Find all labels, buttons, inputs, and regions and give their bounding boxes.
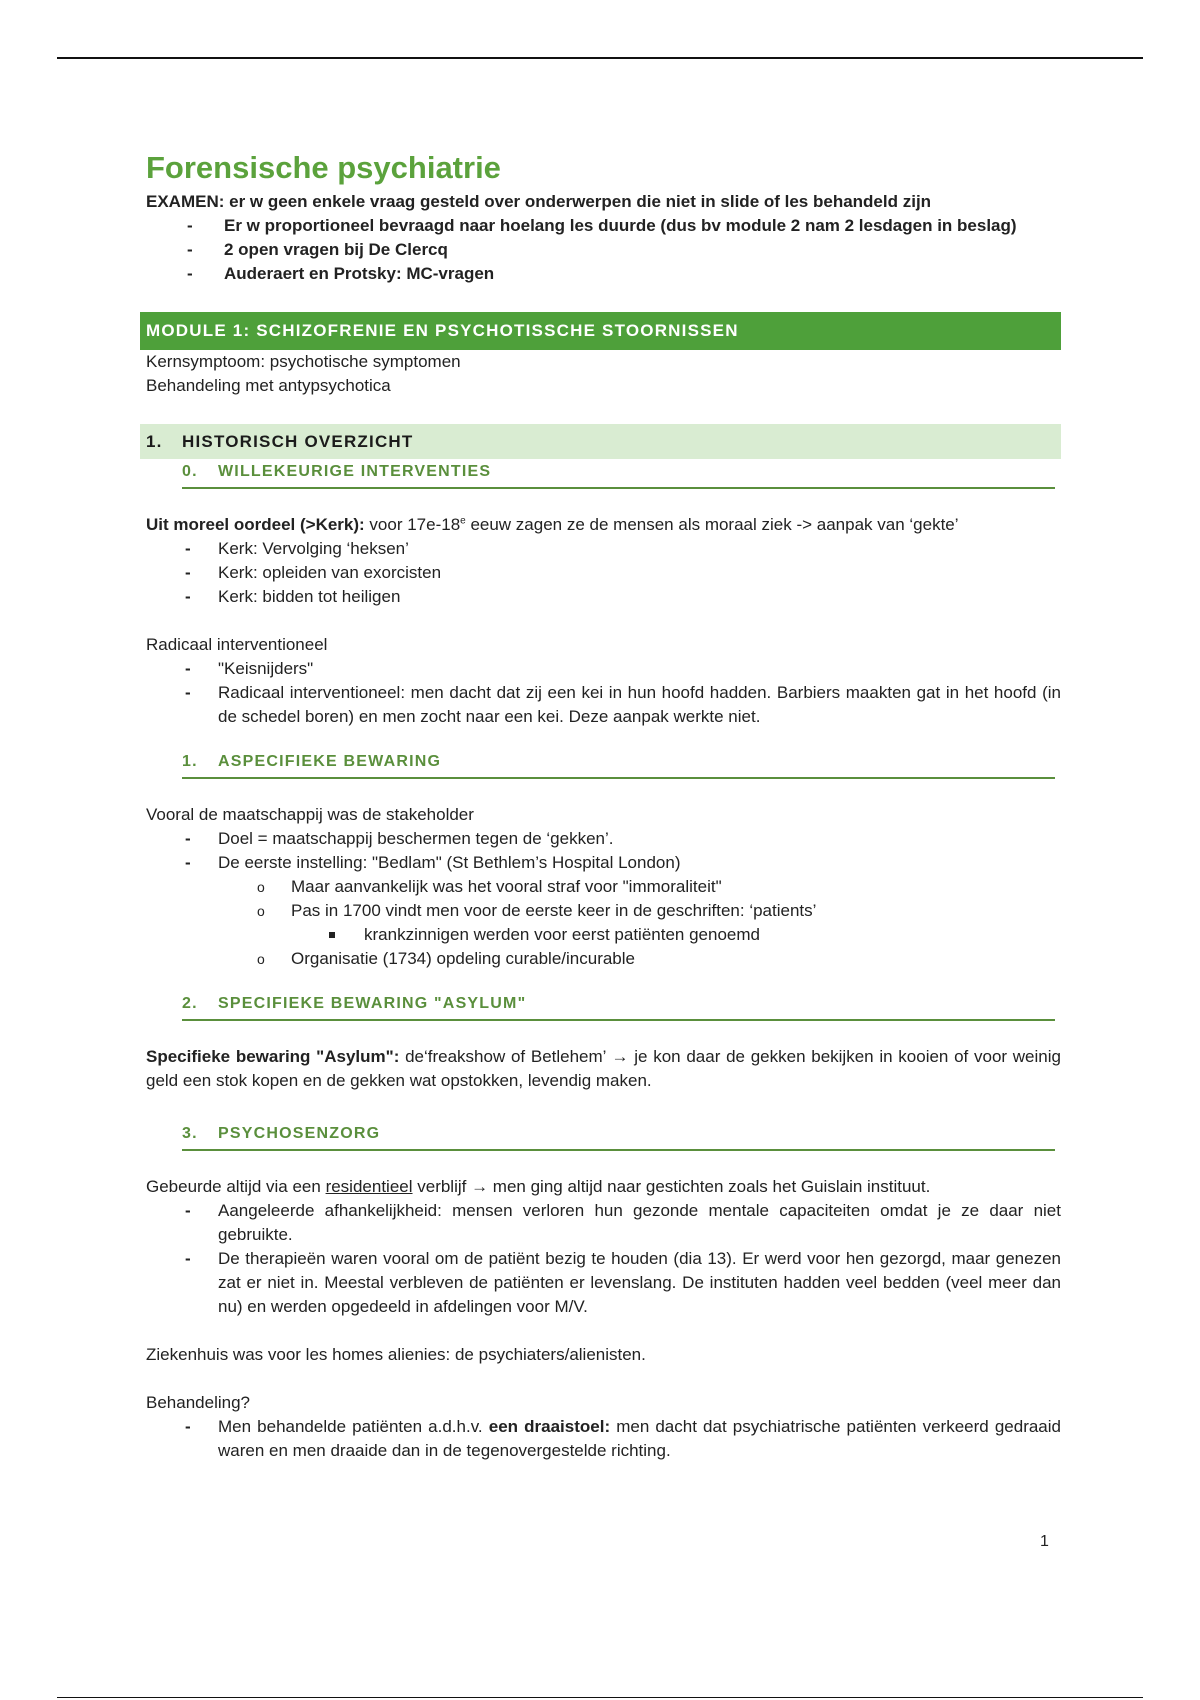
list-item: o Maar aanvankelijk was het vooral straf voor "immoraliteit" (291, 875, 1061, 899)
list-item: - Auderaert en Protsky: MC-vragen (224, 262, 1061, 286)
section-number: 1. (146, 432, 163, 451)
subsection-title: PSYCHOSENZORG (218, 1125, 381, 1142)
list-item (218, 851, 1061, 971)
list-item: krankzinnigen werden voor eerst patiënten genoemd (364, 923, 1061, 947)
module-heading: MODULE 1: SCHIZOFRENIE EN PSYCHOTISSCHE STOORNISSEN (140, 312, 1061, 350)
exam-note (146, 190, 1061, 214)
sub-sub-list (291, 923, 1061, 947)
list-item: - Radicaal interventioneel: men dacht dat zij een kei in hun hoofd hadden. Barbiers maakten gat in het hoofd (in de schedel boren) en men zocht naar een kei. Deze aanpak werkte niet. (218, 681, 1061, 729)
list-item: - "Keisnijders" (218, 657, 1061, 681)
subsection-number: 0. (182, 463, 198, 480)
bold-label: Specifieke bewaring "Asylum": (146, 1047, 400, 1066)
list-item-text: Pas in 1700 vindt men voor de eerste keer in de geschriften: ‘patients’ (291, 901, 817, 920)
sub-list (218, 875, 1061, 971)
section-title: HISTORISCH OVERZICHT (182, 432, 414, 451)
text: eeuw zagen ze de mensen als moraal ziek -> aanpak van ‘gekte’ (465, 515, 959, 534)
paragraph (146, 1045, 1061, 1093)
list-item: - Kerk: Vervolging ‘heksen’ (218, 537, 1061, 561)
header-rule (57, 57, 1143, 59)
subsection-number: 3. (182, 1125, 198, 1142)
bold-label: Uit moreel oordeel (>Kerk): (146, 515, 365, 534)
document-body (146, 148, 1061, 1463)
list-item (218, 1415, 1061, 1463)
subsection-number: 2. (182, 995, 198, 1012)
footer-rule (57, 1697, 1143, 1698)
list-item (291, 899, 1061, 947)
page-number: 1 (1040, 1533, 1049, 1550)
paragraph: Vooral de maatschappij was de stakeholder (146, 805, 474, 824)
subsection-heading (182, 749, 1055, 779)
section-heading (140, 424, 1061, 459)
subsection-heading (182, 459, 1055, 489)
exam-text: er w geen enkele vraag gesteld over onderwerpen die niet in slide of les behandeld zijn (224, 192, 932, 211)
text: de‘freakshow of Betlehem’ → je kon daar de gekken bekijken in kooien of voor weinig geld een stok kopen en de gekken wat opstokken, levendig maken. (146, 1047, 1061, 1090)
exam-list (146, 214, 1061, 286)
superscript: e (460, 515, 466, 527)
subsection-number: 1. (182, 753, 198, 770)
list-item-text: De eerste instelling: "Bedlam" (St Bethlem’s Hospital London) (218, 853, 681, 872)
module-line: Kernsymptoom: psychotische symptomen (146, 352, 461, 371)
text: Men behandelde patiënten a.d.h.v. (218, 1417, 489, 1436)
underlined-text: residentieel (325, 1177, 413, 1196)
bold-text: een draaistoel: (488, 1417, 611, 1436)
list-item: - De therapieën waren vooral om de patiënt bezig te houden (dia 13). Er werd voor hen gezorgd, maar genezen zat er niet in. Meestal verbleven de patiënten er levenslang. De instituten hadden veel bedden (veel meer dan nu) en werden opgedeeld in afdelingen voor M/V. (218, 1247, 1061, 1319)
paragraph: Ziekenhuis was voor les homes alienies: de psychiaters/alienisten. (146, 1345, 646, 1364)
subsection-title: WILLEKEURIGE INTERVENTIES (218, 463, 492, 480)
text: Gebeurde altijd via een (146, 1177, 326, 1196)
document-title: Forensische psychiatrie (146, 150, 501, 185)
bullet-list (146, 657, 1061, 729)
subsection-title: SPECIFIEKE BEWARING "ASYLUM" (218, 995, 527, 1012)
text: verblijf → men ging altijd naar gestichten zoals het Guislain instituut. (412, 1177, 931, 1196)
subsection-heading (182, 991, 1055, 1021)
list-item: o Organisatie (1734) opdeling curable/incurable (291, 947, 1061, 971)
bullet-list (146, 537, 1061, 609)
list-item: - Aangeleerde afhankelijkheid: mensen verloren hun gezonde mentale capaciteiten omdat je ze daar niet gebruikte. (218, 1199, 1061, 1247)
paragraph (146, 1175, 1061, 1199)
bullet-list (146, 1199, 1061, 1319)
bullet-list (146, 827, 1061, 971)
list-item: - Er w proportioneel bevraagd naar hoelang les duurde (dus bv module 2 nam 2 lesdagen in beslag) (224, 214, 1061, 238)
text: voor 17e-18 (364, 515, 461, 534)
text: men dacht dat psychiatrische patiënten verkeerd gedraaid waren en men draaide dan in de tegenovergestelde richting. (218, 1417, 1061, 1460)
bullet-list (146, 1415, 1061, 1463)
paragraph-label: Radicaal interventioneel (146, 635, 328, 654)
paragraph (146, 513, 1061, 537)
paragraph-label: Behandeling? (146, 1393, 250, 1412)
list-item: - Doel = maatschappij beschermen tegen de ‘gekken’. (218, 827, 1061, 851)
list-item: - 2 open vragen bij De Clercq (224, 238, 1061, 262)
subsection-title: ASPECIFIEKE BEWARING (218, 753, 442, 770)
list-item: - Kerk: bidden tot heiligen (218, 585, 1061, 609)
module-line: Behandeling met antypsychotica (146, 376, 391, 395)
subsection-heading (182, 1121, 1055, 1151)
list-item: - Kerk: opleiden van exorcisten (218, 561, 1061, 585)
exam-label: EXAMEN: (146, 192, 225, 211)
